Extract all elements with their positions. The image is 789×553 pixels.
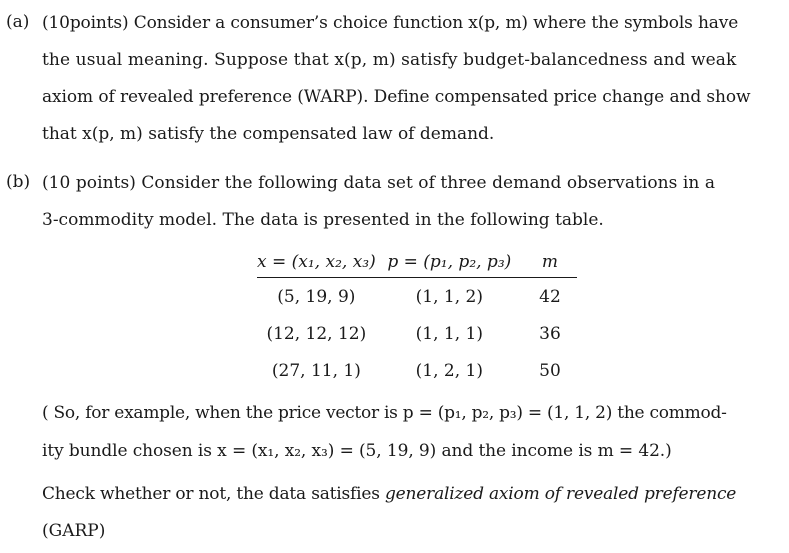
example-line-2: ity bundle chosen is x = (x₁, x₂, x₃) = (5, 19, 9) and the income is m = 42.) — [42, 441, 672, 461]
part-a-line-4: that x(p, m) satisfy the compensated law of demand. — [42, 124, 495, 144]
example-line-1: ( So, for example, when the price vector is p = (p₁, p₂, p₃) = (1, 1, 2) the commod- — [42, 403, 727, 423]
table-row — [257, 352, 577, 389]
table-cell-price: (1, 2, 1) — [415, 360, 483, 381]
table-cell-bundle: (5, 19, 9) — [277, 286, 356, 307]
table-header-income: m — [523, 247, 577, 278]
table-row — [257, 278, 577, 316]
table-row — [257, 315, 577, 352]
table-header-row — [257, 247, 577, 278]
part-a-line-2: the usual meaning. Suppose that x(p, m) satisfy budget-balancedness and weak — [42, 50, 737, 70]
table-cell-bundle: (12, 12, 12) — [266, 323, 367, 344]
part-b-line-1: (10 points) Consider the following data set of three demand observations in a — [42, 173, 716, 193]
part-b-line-2: 3-commodity model. The data is presented in the following table. — [42, 210, 604, 230]
demand-data-table — [257, 247, 577, 389]
part-a-line-1: (10points) Consider a consumer’s choice function x(p, m) where the symbols have — [42, 13, 739, 33]
table-header-price: p = (p₁, p₂, p₃) — [376, 247, 523, 278]
table-cell-price: (1, 1, 2) — [415, 286, 483, 307]
garp-question-prefix: Check whether or not, the data satisfies — [42, 484, 380, 504]
table-cell-income: 36 — [539, 323, 561, 344]
table-cell-bundle: (27, 11, 1) — [271, 360, 361, 381]
table-header-bundle: x = (x₁, x₂, x₃) — [257, 247, 376, 278]
part-a-line-3: axiom of revealed preference (WARP). Define compensated price change and show — [42, 87, 751, 107]
table-cell-income: 42 — [539, 286, 561, 307]
table-cell-price: (1, 1, 1) — [415, 323, 483, 344]
table-cell-income: 50 — [539, 360, 561, 381]
part-b-label: (b) — [6, 172, 31, 192]
garp-term-emphasis: generalized axiom of revealed preference — [384, 484, 737, 504]
garp-abbreviation: (GARP) — [42, 521, 106, 541]
garp-question-line — [42, 483, 736, 505]
part-a-label: (a) — [6, 12, 30, 32]
